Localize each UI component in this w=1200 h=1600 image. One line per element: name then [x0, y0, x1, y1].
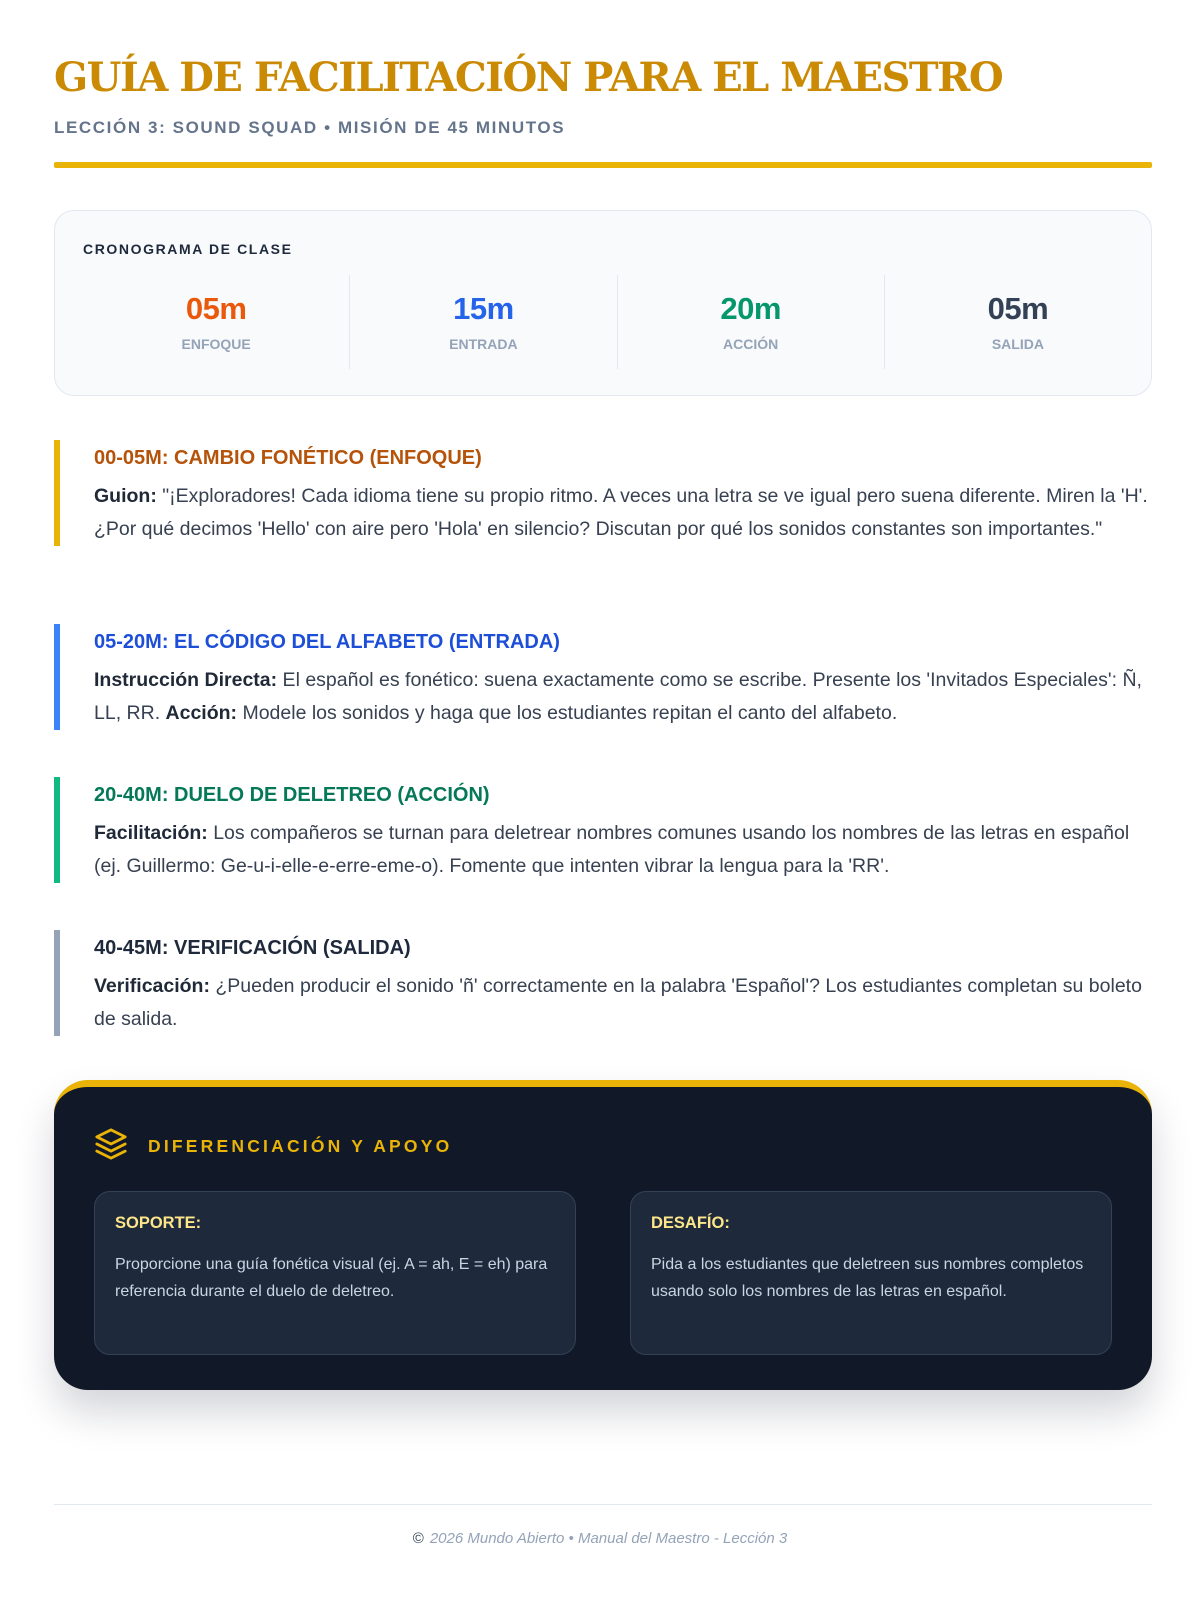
phase-text: El español es fonético: suena exactamente como se escribe. Presente los 'Invitados Especiales': Ñ, LL, RR.	[94, 669, 1142, 724]
phase-salida	[54, 930, 1152, 1036]
phase-text: "¡Exploradores! Cada idioma tiene su propio ritmo. A veces una letra se ve igual pero suena diferente. Miren la 'H'. ¿Por qué decimos 'Hello' con aire pero 'Hola' en silencio? Discutan por qué los sonidos constantes son importantes."	[94, 485, 1148, 540]
phase-title: 40-45M: VERIFICACIÓN (SALIDA)	[94, 937, 411, 959]
phase-enfoque	[54, 440, 1152, 546]
slot-label: ENTRADA	[449, 336, 518, 352]
slot-label: SALIDA	[991, 336, 1044, 352]
slot-label: ENFOQUE	[181, 336, 251, 352]
header-divider	[54, 162, 1152, 168]
document-header	[54, 56, 1152, 138]
slot-time: 15m	[453, 291, 514, 326]
page-title: GUÍA DE FACILITACIÓN PARA EL MAESTRO	[54, 54, 1003, 101]
slot-time: 05m	[987, 291, 1049, 326]
schedule-slot-entrada	[350, 275, 617, 369]
phase-description	[94, 970, 1152, 1036]
page-footer	[0, 1530, 1200, 1547]
challenge-card	[630, 1191, 1112, 1355]
slot-label: ACCIÓN	[723, 336, 779, 352]
phase-label: Guion:	[94, 485, 157, 507]
footer-text: 2026 Mundo Abierto • Manual del Maestro - Lección 3	[429, 1530, 788, 1547]
slot-time: 20m	[720, 291, 781, 326]
schedule-slot-accion	[618, 275, 885, 369]
phase-entrada	[54, 624, 1152, 730]
phase-description	[94, 480, 1152, 546]
card-label: DESAFÍO:	[651, 1214, 730, 1232]
phase-accion	[54, 777, 1152, 883]
schedule-title: CRONOGRAMA DE CLASE	[83, 241, 293, 257]
schedule-grid	[83, 275, 1151, 369]
layers-icon-svg	[94, 1127, 128, 1161]
phase-label: Facilitación:	[94, 822, 208, 844]
class-schedule-card	[54, 210, 1152, 396]
card-text: Proporcione una guía fonética visual (ej. A = ah, E = eh) para referencia durante el duelo de deletreo.	[115, 1256, 548, 1300]
support-card	[94, 1191, 576, 1355]
phase-description	[94, 817, 1152, 883]
slot-time: 05m	[185, 291, 247, 326]
phase-label: Verificación:	[94, 975, 210, 997]
phase-title: 05-20M: EL CÓDIGO DEL ALFABETO (ENTRADA)	[94, 631, 560, 653]
phase-text: ¿Pueden producir el sonido 'ñ' correctamente en la palabra 'Español'? Los estudiantes completan su boleto de salida.	[94, 975, 1142, 1030]
phase-title: 00-05M: CAMBIO FONÉTICO (ENFOQUE)	[94, 447, 482, 469]
phase-label: Instrucción Directa:	[94, 669, 278, 691]
copyright-icon: ©	[412, 1530, 424, 1547]
schedule-slot-salida	[885, 275, 1151, 369]
page-subtitle: LECCIÓN 3: SOUND SQUAD • MISIÓN DE 45 MINUTOS	[54, 118, 566, 137]
schedule-slot-enfoque	[83, 275, 350, 369]
phase-description	[94, 664, 1152, 730]
phase-title: 20-40M: DUELO DE DELETREO (ACCIÓN)	[94, 784, 490, 806]
differentiation-panel	[54, 1080, 1152, 1390]
differentiation-header	[94, 1127, 452, 1166]
layers-icon	[94, 1127, 128, 1166]
phase-label: Acción:	[165, 702, 238, 724]
phase-text: Modele los sonidos y haga que los estudiantes repitan el canto del alfabeto.	[237, 702, 898, 724]
phase-text: Los compañeros se turnan para deletrear nombres comunes usando los nombres de las letras en español (ej. Guillermo: Ge-u-i-elle-e-erre-eme-o). Fomente que intenten vibrar la lengua para la 'RR'.	[94, 822, 1130, 877]
footer-divider	[54, 1504, 1152, 1505]
card-label: SOPORTE:	[115, 1214, 202, 1232]
differentiation-title: DIFERENCIACIÓN Y APOYO	[148, 1136, 453, 1156]
card-text: Pida a los estudiantes que deletreen sus nombres completos usando solo los nombres de las letras en español.	[651, 1256, 1084, 1300]
